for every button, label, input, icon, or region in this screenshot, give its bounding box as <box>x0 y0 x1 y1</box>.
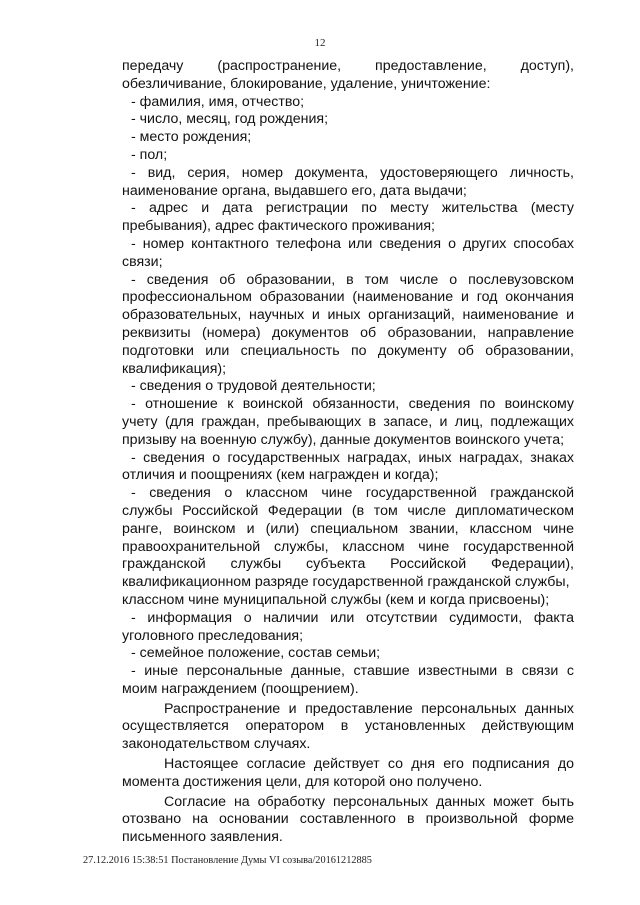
text-line: призыву на военную службу), данные документов воинского учета; <box>122 431 565 448</box>
text-line: обезличивание, блокирование, удаление, уничтожение: <box>122 75 491 92</box>
text-line: отличия и поощрениях (кем награжден и когда); <box>122 467 439 484</box>
text-line: подготовки или специальность по документу об образовании, <box>122 342 574 359</box>
page-number: 12 <box>314 37 326 49</box>
text-line: осуществляется оператором в установленных действующим <box>122 718 574 735</box>
text-line: наименование органа, выдавшего его, дата выдачи; <box>122 182 467 199</box>
text-line: законодательством случаях. <box>122 736 311 753</box>
document-footer-stamp: 27.12.2016 15:38:51 Постановление Думы VI созыва/20161212885 <box>83 855 372 866</box>
list-item: - иные персональные данные, ставшие известными в связи с <box>131 663 574 680</box>
paragraph-line: Распространение и предоставление персональных данных <box>164 700 574 717</box>
list-item: - отношение к воинской обязанности, сведения по воинскому <box>131 396 574 413</box>
list-item: - сведения о государственных наградах, иных наградах, знаках <box>131 449 574 466</box>
document-body <box>122 58 574 847</box>
text-line: моим награждением (поощрением). <box>122 680 359 697</box>
list-item: - семейное положение, состав семьи; <box>131 645 381 662</box>
paragraph-line: Настоящее согласие действует со дня его подписания до <box>164 756 574 773</box>
text-line: отозвано на основании составленного в произвольной форме <box>122 811 574 828</box>
list-item: - место рождения; <box>131 129 252 146</box>
text-line: реквизиты (номера) документов об образовании, направление <box>122 324 574 341</box>
text-line: учету (для граждан, пребывающих в запасе, и лиц, подлежащих <box>122 413 574 430</box>
text-line: профессиональном образовании (наименование и год окончания <box>122 289 574 306</box>
text-line: пребывания), адрес фактического проживания; <box>122 218 435 235</box>
list-item: - сведения о классном чине государственной гражданской <box>131 485 574 502</box>
list-item: - вид, серия, номер документа, удостоверяющего личность, <box>131 164 574 181</box>
list-item: - номер контактного телефона или сведения о других способах <box>131 235 574 252</box>
text-line: связи; <box>122 253 163 270</box>
text-line: гражданской службы субъекта Российской Федерации), <box>122 556 574 573</box>
text-line: ранге, воинском и (или) специальном звании, классном чине <box>122 520 574 537</box>
list-item: - адрес и дата регистрации по месту жительства (месту <box>131 200 574 217</box>
list-item: - сведения о трудовой деятельности; <box>131 378 376 395</box>
text-line: квалификационном разряде государственной гражданской службы, <box>122 574 570 591</box>
list-item: - число, месяц, год рождения; <box>131 111 329 128</box>
text-line: образовательных, научных и иных организаций, наименование и <box>122 307 574 324</box>
paragraph-line: Согласие на обработку персональных данных может быть <box>164 793 574 810</box>
text-line: момента достижения цели, для которой оно получено. <box>122 773 483 790</box>
text-line: письменного заявления. <box>122 829 283 846</box>
text-line: классном чине муниципальной службы (кем и когда присвоены); <box>122 591 550 608</box>
list-item: - пол; <box>131 146 168 163</box>
list-item: - фамилия, имя, отчество; <box>131 93 305 110</box>
text-line: уголовного преследования; <box>122 627 304 644</box>
list-item: - информация о наличии или отсутствии судимости, факта <box>131 609 574 626</box>
text-line: передачу (распространение, предоставление, доступ), <box>122 58 574 74</box>
text-line: правоохранительной службы, классном чине государственной <box>122 538 574 555</box>
text-line: квалификация); <box>122 360 227 377</box>
list-item: - сведения об образовании, в том числе о послевузовском <box>131 271 574 288</box>
text-line: службы Российской Федерации (в том числе дипломатическом <box>122 502 574 519</box>
